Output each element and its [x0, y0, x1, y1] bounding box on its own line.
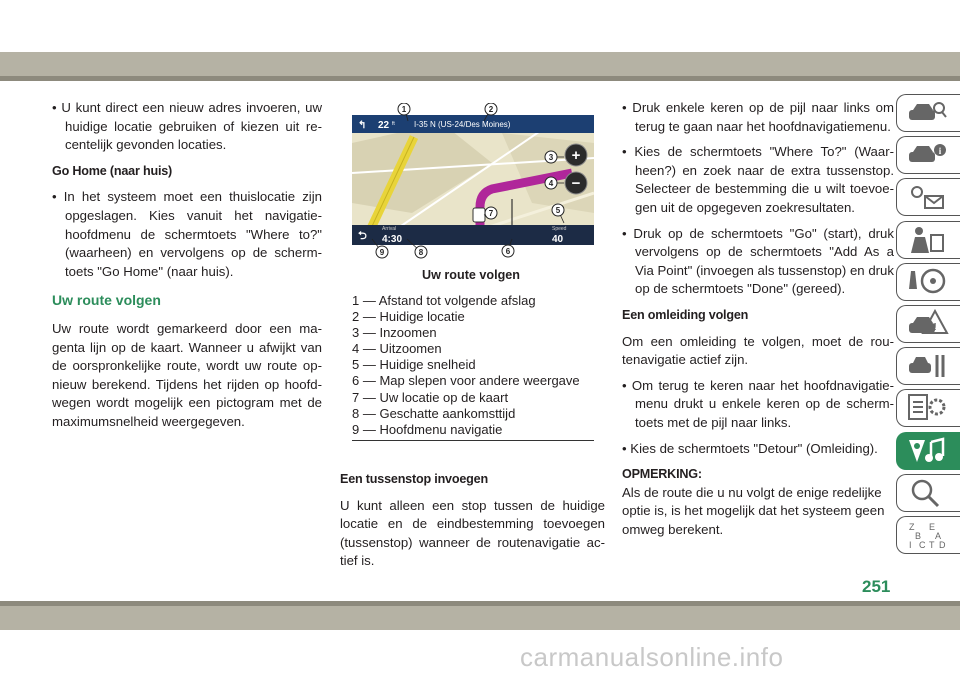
bullet-back-arrow: • Druk enkele keren op de pijl naar links om terug te gaan naar het hoofdnavigatiemenu. — [622, 100, 894, 134]
steering-seat-icon — [905, 267, 949, 297]
distance-readout: 22 — [378, 120, 390, 131]
svg-text:↰: ↰ — [358, 120, 367, 131]
road-name: I-35 N (US-24/Des Moines) — [414, 120, 511, 129]
svg-text:−: − — [571, 175, 581, 192]
svg-text:3: 3 — [548, 153, 554, 162]
note-text: Als de route die u nu volgt de enige redelijke optie is, is het mogelijk dat het systeem geen omweg berekent. — [622, 484, 885, 537]
index-icon — [905, 520, 949, 550]
svg-text:!: ! — [933, 321, 937, 333]
legend-item: 1 — Afstand tot volgende afslag — [352, 293, 536, 308]
watermark: carmanualsonline.info — [520, 642, 784, 672]
distance-unit: ft — [392, 121, 395, 127]
tab-car-info[interactable] — [896, 136, 960, 174]
legend-item: 8 — Geschatte aankomsttijd — [352, 405, 516, 421]
left-column — [52, 99, 322, 439]
speed-label: Speed — [552, 226, 567, 232]
top-band — [0, 52, 960, 76]
via-point-paragraph: U kunt alleen een stop tussen de huidige locatie en de eindbestemming toevoegen (tussenstop) wanneer de routenavigatie ac-tief is. — [340, 497, 605, 569]
arrival-time: 4:30 — [382, 234, 403, 245]
arrival-label: Arrival — [382, 226, 397, 232]
callout-4 — [545, 177, 557, 189]
right-column — [622, 99, 894, 546]
tab-warning-lights[interactable] — [896, 178, 960, 216]
route-paragraph: Uw route wordt gemarkeerd door een ma-genta lijn op de kaart. Wanneer u afwijkt van de oorspronkelijke route, wordt uw route op-nieuw berekend. Tijdens het rijden op hoofd-wegen wordt mogelijk een pictogram met de maximumsnelheid weergegeven. — [52, 320, 322, 429]
svg-text:4: 4 — [548, 179, 554, 188]
tab-driving[interactable] — [896, 221, 960, 259]
callout-2 — [485, 103, 497, 115]
callout-5 — [552, 204, 564, 216]
multimedia-icon — [905, 436, 949, 466]
car-tools-icon — [905, 351, 949, 381]
section-title: Uw route volgen — [52, 292, 161, 309]
chapter-tabs — [896, 94, 960, 558]
detour-paragraph: Om een omleiding te volgen, moet de rou-tenavigatie actief zijn. — [622, 333, 894, 368]
tab-specs[interactable] — [896, 389, 960, 427]
tab-steering[interactable] — [896, 263, 960, 301]
bullet-return-menu: • Om terug te keren naar het hoofdnavigatie-menu drukt u enkele keren op de scherm-toets met de pijl naar links. — [622, 377, 894, 430]
car-info-icon — [905, 140, 949, 170]
svg-text:+: + — [571, 147, 581, 164]
tab-car-warning[interactable] — [896, 305, 960, 343]
bullet-where-to: • Kies de schermtoets "Where To?" (Waar-heen?) en zoek naar de extra tussenstop. Selecteer de bestemming die u wilt toevoe-gen uit de opgegeven zoekresultaten. — [622, 144, 894, 215]
tab-search[interactable] — [896, 474, 960, 512]
svg-text:7: 7 — [488, 209, 494, 218]
callout-6 — [502, 245, 514, 257]
svg-text:2: 2 — [488, 105, 494, 114]
search-icon — [905, 478, 949, 508]
svg-text:5: 5 — [555, 206, 561, 215]
detour-heading: Een omleiding volgen — [622, 307, 749, 322]
callout-1 — [398, 103, 410, 115]
speed-readout: 40 — [552, 234, 564, 245]
svg-text:B: B — [915, 530, 922, 541]
driving-icon — [905, 225, 949, 255]
svg-text:T: T — [929, 539, 935, 550]
tab-car-search[interactable] — [896, 94, 960, 132]
legend-item: 9 — Hoofdmenu navigatie — [352, 421, 503, 437]
svg-text:Z: Z — [909, 521, 915, 532]
bullet-new-address: • U kunt direct een nieuw adres invoeren, uw huidige locatie gebruiken of kiezen uit re-centelijk gevonden locaties. — [52, 100, 322, 153]
legend-item: 4 — Uitzoomen — [352, 341, 442, 357]
bottom-band — [0, 606, 960, 630]
svg-text:8: 8 — [418, 248, 424, 257]
middle-column — [340, 470, 605, 578]
bullet-home-location: • In het systeem moet een thuislocatie zijn opgeslagen. Kies vanuit het navigatie-hoofdmenu de schermtoets "Where to?" (waarheen) en vervolgens op de scherm-toets "Go Home" (naar huis). — [52, 189, 322, 279]
note-heading: OPMERKING: — [622, 467, 702, 482]
legend-item: 2 — Huidige locatie — [352, 309, 465, 325]
bullet-go: • Druk op de schermtoets "Go" (start), druk vervolgens op de schermtoets "Add As a Via Point" (invoegen als tussenstop) en druk op de schermtoets "Done" (gereed). — [622, 225, 894, 297]
svg-text:9: 9 — [379, 248, 385, 257]
svg-text:I: I — [909, 539, 912, 550]
legend-item: 7 — Uw locatie op de kaart — [352, 389, 509, 405]
via-point-heading: Een tussenstop invoegen — [340, 472, 488, 486]
go-home-heading: Go Home (naar huis) — [52, 163, 173, 178]
svg-text:6: 6 — [505, 247, 511, 256]
svg-text:1: 1 — [401, 105, 407, 114]
tab-multimedia[interactable] — [896, 432, 960, 470]
figure-caption: Uw route volgen — [422, 268, 520, 282]
legend-item: 6 — Map slepen voor andere weergave — [352, 373, 580, 389]
navigation-screen-figure — [352, 103, 594, 261]
svg-text:D: D — [939, 539, 946, 550]
svg-text:E: E — [929, 521, 936, 532]
callout-8 — [415, 246, 427, 258]
figure-legend — [352, 293, 594, 441]
tab-index[interactable] — [896, 516, 960, 554]
page-number: 251 — [862, 577, 891, 596]
svg-text:i: i — [938, 146, 942, 157]
car-warning-icon — [905, 309, 949, 339]
callout-9 — [376, 246, 388, 258]
tab-car-tools[interactable] — [896, 347, 960, 385]
specs-gear-icon — [905, 393, 949, 423]
bullet-detour: • Kies de schermtoets "Detour" (Omleiding). — [622, 440, 878, 456]
svg-text:⮌: ⮌ — [358, 230, 367, 242]
callout-7 — [485, 207, 497, 219]
svg-text:A: A — [935, 530, 942, 541]
warning-lights-icon — [905, 182, 949, 212]
top-band-stripe — [0, 76, 960, 81]
car-search-icon — [905, 98, 949, 128]
legend-item: 3 — Inzoomen — [352, 325, 437, 341]
legend-item: 5 — Huidige snelheid — [352, 357, 476, 373]
callout-3 — [545, 151, 557, 163]
svg-text:C: C — [919, 539, 926, 550]
